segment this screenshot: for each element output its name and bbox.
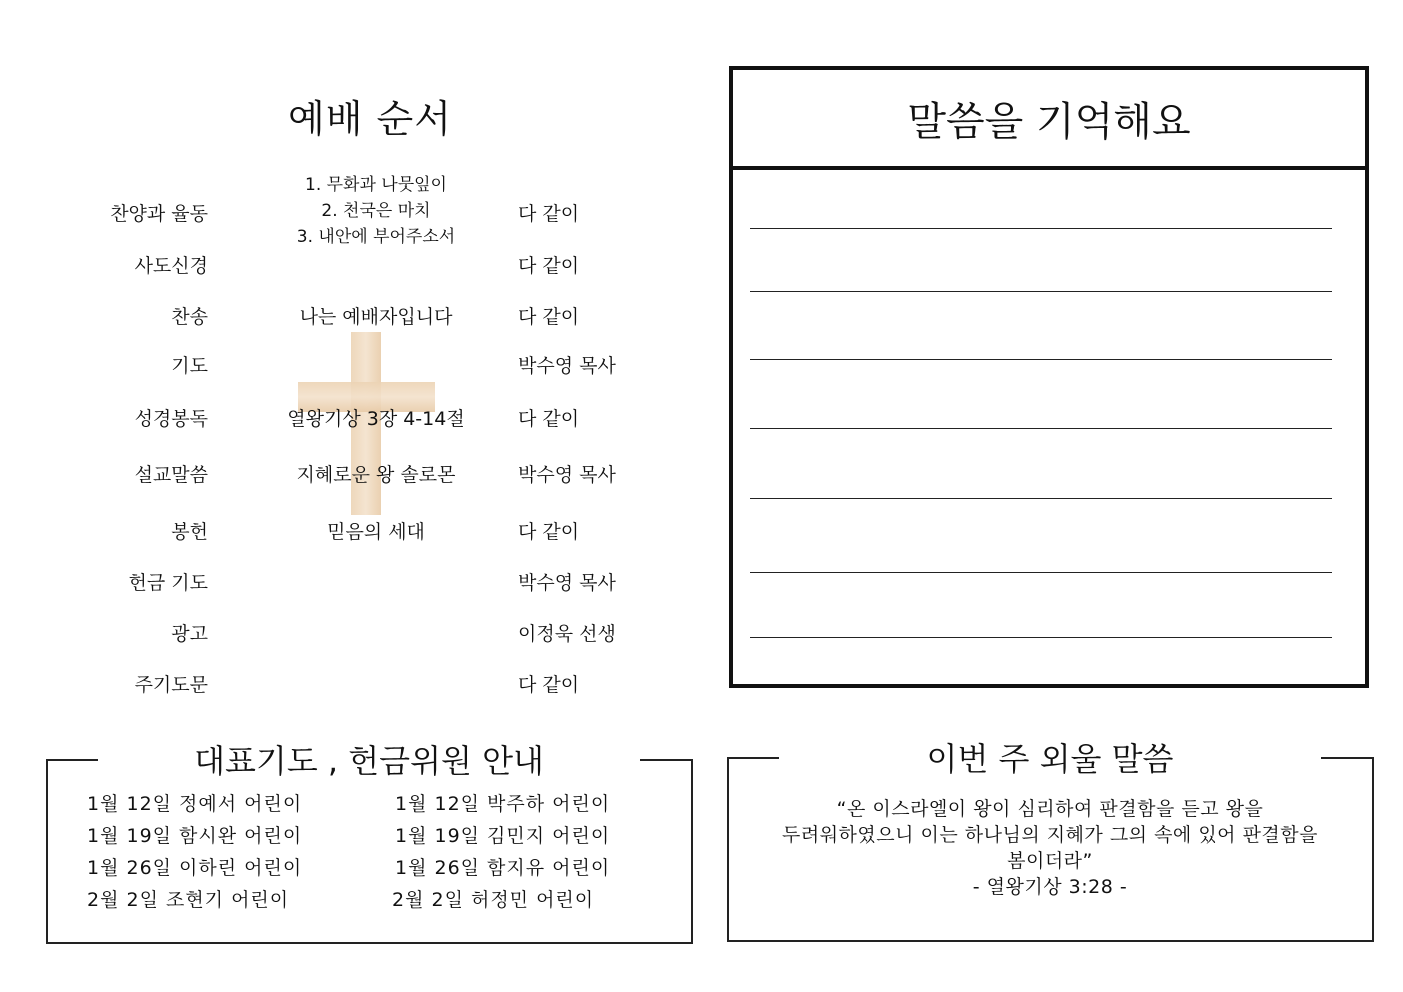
order-row xyxy=(0,670,700,700)
order-leader: 다 같이 xyxy=(518,408,580,430)
order-content: 열왕기상 3장 4-14절 xyxy=(287,408,465,430)
offering-entry: 2월 2일 허정민 어린이 xyxy=(392,889,595,911)
writing-line xyxy=(750,637,1332,638)
prayer-entry: 1월 19일 함시완 어린이 xyxy=(87,825,303,847)
order-leader: 박수영 목사 xyxy=(518,464,616,486)
order-label: 사도신경 xyxy=(134,255,208,277)
prayer-box xyxy=(46,759,693,944)
writing-line xyxy=(750,428,1332,429)
verse-reference: - 열왕기상 3:28 - xyxy=(972,876,1128,898)
order-row xyxy=(0,199,700,229)
order-content: 믿음의 세대 xyxy=(327,521,425,543)
order-leader: 박수영 목사 xyxy=(518,355,616,377)
song-item: 3. 내안에 부어주소서 xyxy=(296,227,456,247)
order-label: 성경봉독 xyxy=(134,408,208,430)
offering-entry: 1월 19일 김민지 어린이 xyxy=(395,825,611,847)
song-item: 2. 천국은 마치 xyxy=(321,201,431,221)
order-label: 봉헌 xyxy=(171,521,208,543)
order-leader: 다 같이 xyxy=(518,306,580,328)
order-row xyxy=(0,517,700,547)
verse-line: 봄이더라” xyxy=(1007,850,1093,872)
offering-entry: 1월 12일 박주하 어린이 xyxy=(395,793,611,815)
order-label: 광고 xyxy=(171,623,208,645)
prayer-entry: 2월 2일 조현기 어린이 xyxy=(87,889,290,911)
order-leader: 다 같이 xyxy=(518,255,580,277)
memory-box xyxy=(729,66,1369,688)
writing-line xyxy=(750,228,1332,229)
order-leader: 다 같이 xyxy=(518,203,580,225)
order-row xyxy=(0,619,700,649)
order-label: 헌금 기도 xyxy=(128,572,208,594)
order-leader: 다 같이 xyxy=(518,674,580,696)
worship-order-title: 예배 순서 xyxy=(288,97,452,141)
memory-title: 말씀을 기억해요 xyxy=(733,70,1365,170)
prayer-title: 대표기도 , 헌금위원 안내 xyxy=(194,742,544,780)
order-row xyxy=(0,460,700,490)
verse-line: “온 이스라엘이 왕이 심리하여 판결함을 듣고 왕을 xyxy=(836,798,1264,820)
order-label: 설교말씀 xyxy=(134,464,208,486)
order-row xyxy=(0,568,700,598)
order-row xyxy=(0,302,700,332)
order-leader: 다 같이 xyxy=(518,521,580,543)
order-label: 찬양과 율동 xyxy=(110,203,208,225)
writing-line xyxy=(750,359,1332,360)
order-row xyxy=(0,404,700,434)
verse-text xyxy=(740,796,1360,900)
song-item: 1. 무화과 나뭇잎이 xyxy=(305,175,447,195)
writing-line xyxy=(750,572,1332,573)
order-label: 주기도문 xyxy=(134,674,208,696)
order-leader: 박수영 목사 xyxy=(518,572,616,594)
order-label: 찬송 xyxy=(171,306,208,328)
order-leader: 이정욱 선생 xyxy=(518,623,616,645)
order-row xyxy=(0,251,700,281)
writing-line xyxy=(750,291,1332,292)
offering-entry: 1월 26일 함지유 어린이 xyxy=(395,857,611,879)
prayer-entry: 1월 26일 이하린 어린이 xyxy=(87,857,303,879)
order-row xyxy=(0,351,700,381)
order-content: 나는 예배자입니다 xyxy=(299,306,453,328)
writing-line xyxy=(750,498,1332,499)
prayer-entry: 1월 12일 정예서 어린이 xyxy=(87,793,303,815)
verse-title: 이번 주 외울 말씀 xyxy=(926,740,1174,778)
verse-line: 두려워하였으니 이는 하나님의 지혜가 그의 속에 있어 판결함을 xyxy=(782,824,1318,846)
order-label: 기도 xyxy=(171,355,208,377)
order-content: 지혜로운 왕 솔로몬 xyxy=(296,464,456,486)
